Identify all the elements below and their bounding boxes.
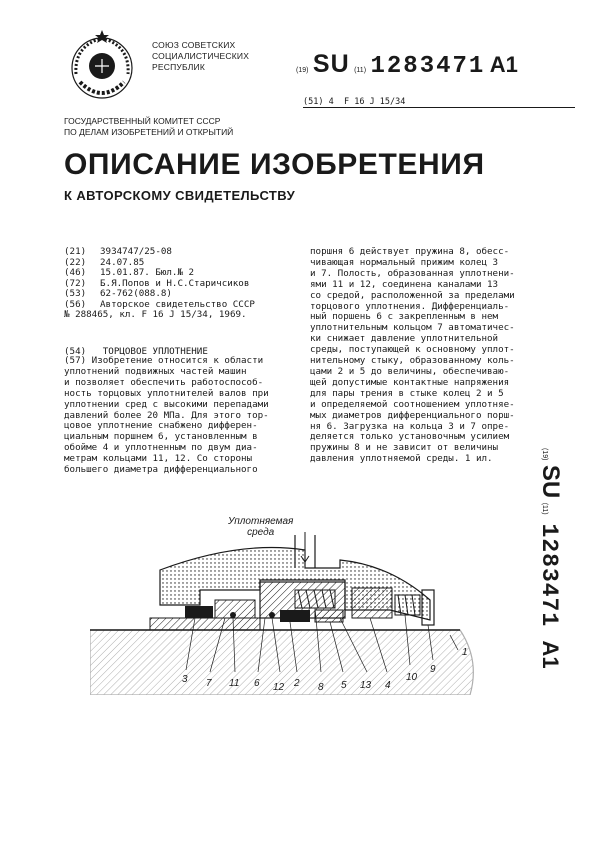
abstract-left-column bbox=[64, 356, 286, 476]
ring-5 bbox=[315, 610, 343, 622]
abstract-line: среды, поступающей к основному уплот- bbox=[310, 344, 515, 356]
biblio-row bbox=[64, 310, 289, 321]
abstract-line: нительному стыку, образованному коль- bbox=[310, 355, 515, 367]
ipc-code-label: (51) 4 bbox=[303, 97, 334, 107]
abstract-line: и позволяет обеспечить работоспособ- bbox=[64, 376, 264, 388]
state-emblem bbox=[62, 26, 142, 106]
patent-number: 1283471 bbox=[370, 53, 486, 80]
biblio-code: (22) bbox=[64, 256, 87, 268]
number-code-label: (11) bbox=[541, 502, 548, 515]
union-line: РЕСПУБЛИК bbox=[152, 62, 206, 72]
biblio-code: (56) bbox=[64, 298, 87, 310]
union-line: СОЮЗ СОВЕТСКИХ bbox=[152, 40, 236, 50]
invention-title-code: (54) bbox=[64, 346, 87, 357]
ipc-class: F 16 J 15/34 bbox=[343, 97, 406, 107]
holder-4 bbox=[352, 588, 392, 618]
abstract-line: щей допустимые контактные напряжения bbox=[310, 376, 510, 388]
biblio-code: (46) bbox=[64, 267, 87, 278]
ring-3 bbox=[185, 606, 213, 618]
part-label: 1 bbox=[462, 647, 468, 658]
abstract-line: цами 2 и 5 до величины, обеспечиваю- bbox=[310, 365, 510, 377]
abstract-line: и 7. Полость, образованная уплотнени- bbox=[310, 267, 515, 279]
seal-12 bbox=[269, 612, 275, 618]
number-code-label: (11) bbox=[354, 67, 367, 74]
abstract-line: уплотнений подвижных частей машин bbox=[64, 365, 247, 377]
abstract-line: деляется только установочным усилием bbox=[310, 431, 510, 443]
part-label: 10 bbox=[406, 672, 418, 683]
invention-title-text: ТОРЦОВОЕ УПЛОТНЕНИЕ bbox=[102, 346, 208, 357]
part-label: 2 bbox=[294, 678, 300, 689]
part-label: 9 bbox=[430, 664, 436, 675]
abstract-line: (57) Изобретение относится к области bbox=[64, 355, 264, 366]
biblio-text: 3934747/25-08 bbox=[100, 246, 172, 257]
biblio-code: (72) bbox=[64, 277, 87, 289]
abstract-line: мых диаметров дифференциального порш- bbox=[310, 409, 515, 421]
sleeve bbox=[150, 618, 260, 630]
part-label: 6 bbox=[254, 678, 260, 689]
biblio-text: 24.07.85 bbox=[100, 256, 145, 268]
side-document-number bbox=[528, 448, 568, 693]
ring-2 bbox=[280, 610, 310, 622]
biblio-text: 62-762(088.8) bbox=[100, 288, 172, 299]
emblem-icon bbox=[62, 26, 142, 106]
abstract-line: уплотнительным кольцом 7 автоматичес- bbox=[310, 322, 515, 334]
part-label: 13 bbox=[360, 680, 372, 691]
union-name bbox=[152, 40, 249, 73]
abstract-line: чивающая нормальный прижим колец 3 bbox=[310, 256, 499, 268]
abstract-line: цовое уплотнение снабжено дифферен- bbox=[64, 420, 258, 432]
country-code-label: (19) bbox=[541, 448, 548, 461]
union-line: СОЦИАЛИСТИЧЕСКИХ bbox=[152, 51, 250, 61]
abstract-line: уплотнении сред с высокими перепадами bbox=[64, 398, 269, 410]
page-subtitle: К АВТОРСКОМУ СВИДЕТЕЛЬСТВУ bbox=[64, 188, 296, 203]
part-label: 7 bbox=[206, 678, 212, 689]
patent-kind: A1 bbox=[538, 640, 563, 669]
abstract-line: циальным поршнем 6, установленным в bbox=[64, 431, 258, 443]
bibliographic-data bbox=[64, 247, 289, 321]
committee-line: ГОСУДАРСТВЕННЫЙ КОМИТЕТ СССР bbox=[64, 116, 221, 126]
biblio-text: Авторское свидетельство СССР bbox=[100, 298, 255, 310]
part-label: 3 bbox=[182, 674, 188, 685]
committee-line: ПО ДЕЛАМ ИЗОБРЕТЕНИЙ И ОТКРЫТИЙ bbox=[64, 127, 234, 137]
biblio-row bbox=[64, 279, 289, 290]
medium-label-line: среда bbox=[247, 527, 275, 538]
abstract-line: метрам кольцами 11, 12. Со стороны bbox=[64, 453, 253, 465]
abstract-line: со средой, расположенной за пределами bbox=[310, 289, 515, 301]
abstract-right-column bbox=[310, 247, 532, 465]
part-label: 8 bbox=[318, 682, 324, 693]
abstract-line: большего диаметра дифференциального bbox=[64, 464, 258, 476]
country-code: SU bbox=[537, 464, 564, 499]
abstract-line: ность торцовых уплотнителей валов при bbox=[64, 387, 269, 399]
part-label: 4 bbox=[385, 680, 391, 691]
abstract-line: ки снижает давление уплотнительной bbox=[310, 333, 499, 345]
biblio-text: 15.01.87. Бюл.№ 2 bbox=[100, 267, 195, 278]
abstract-line: давлений более 20 МПа. Для этого тор- bbox=[64, 409, 269, 421]
abstract-line: обойме 4 и уплотненным по двум диа- bbox=[64, 442, 258, 454]
seal-11 bbox=[230, 612, 236, 618]
abstract-line: ями 11 и 12, соединена каналами 13 bbox=[310, 278, 499, 290]
biblio-code: (21) bbox=[64, 246, 87, 257]
country-code-label: (19) bbox=[296, 67, 309, 74]
abstract-line: торцового уплотнения. Дифференциаль- bbox=[310, 300, 510, 312]
patent-number: 1283471 bbox=[536, 523, 562, 628]
inlet-arrow bbox=[301, 532, 309, 562]
patent-kind: A1 bbox=[489, 52, 518, 77]
biblio-row bbox=[64, 289, 289, 300]
biblio-text: № 288465, кл. F 16 J 15/34, 1969. bbox=[64, 309, 247, 320]
ipc-classification bbox=[303, 97, 575, 108]
committee-name bbox=[64, 116, 233, 138]
part-label: 11 bbox=[229, 678, 240, 689]
part-label: 12 bbox=[273, 682, 285, 693]
abstract-line: ный поршень 6 с закрепленным в нем bbox=[310, 311, 499, 323]
part-label: 5 bbox=[341, 680, 347, 691]
abstract-line: давления уплотняемой среды. 1 ил. bbox=[310, 453, 493, 465]
country-code: SU bbox=[312, 50, 350, 78]
medium-label-line: Уплотняемая bbox=[228, 516, 294, 527]
page-title: ОПИСАНИЕ ИЗОБРЕТЕНИЯ bbox=[64, 148, 485, 181]
abstract-line: поршня 6 действует пружина 8, обесс- bbox=[310, 246, 510, 257]
biblio-row bbox=[64, 247, 289, 258]
abstract-line: ня 6. Загрузка на кольца 3 и 7 опре- bbox=[310, 420, 510, 432]
document-number bbox=[296, 50, 518, 80]
seal-cross-section-drawing bbox=[90, 510, 490, 695]
abstract-line: пружины 8 и не зависит от величины bbox=[310, 442, 499, 454]
biblio-text: Б.Я.Попов и Н.С.Старичсиков bbox=[100, 277, 250, 289]
biblio-code: (53) bbox=[64, 288, 87, 299]
abstract-line: для пары трения в стыке колец 2 и 5 bbox=[310, 387, 504, 399]
abstract-line: и определяемой соотношением уплотняе- bbox=[310, 398, 515, 410]
biblio-row bbox=[64, 268, 289, 279]
